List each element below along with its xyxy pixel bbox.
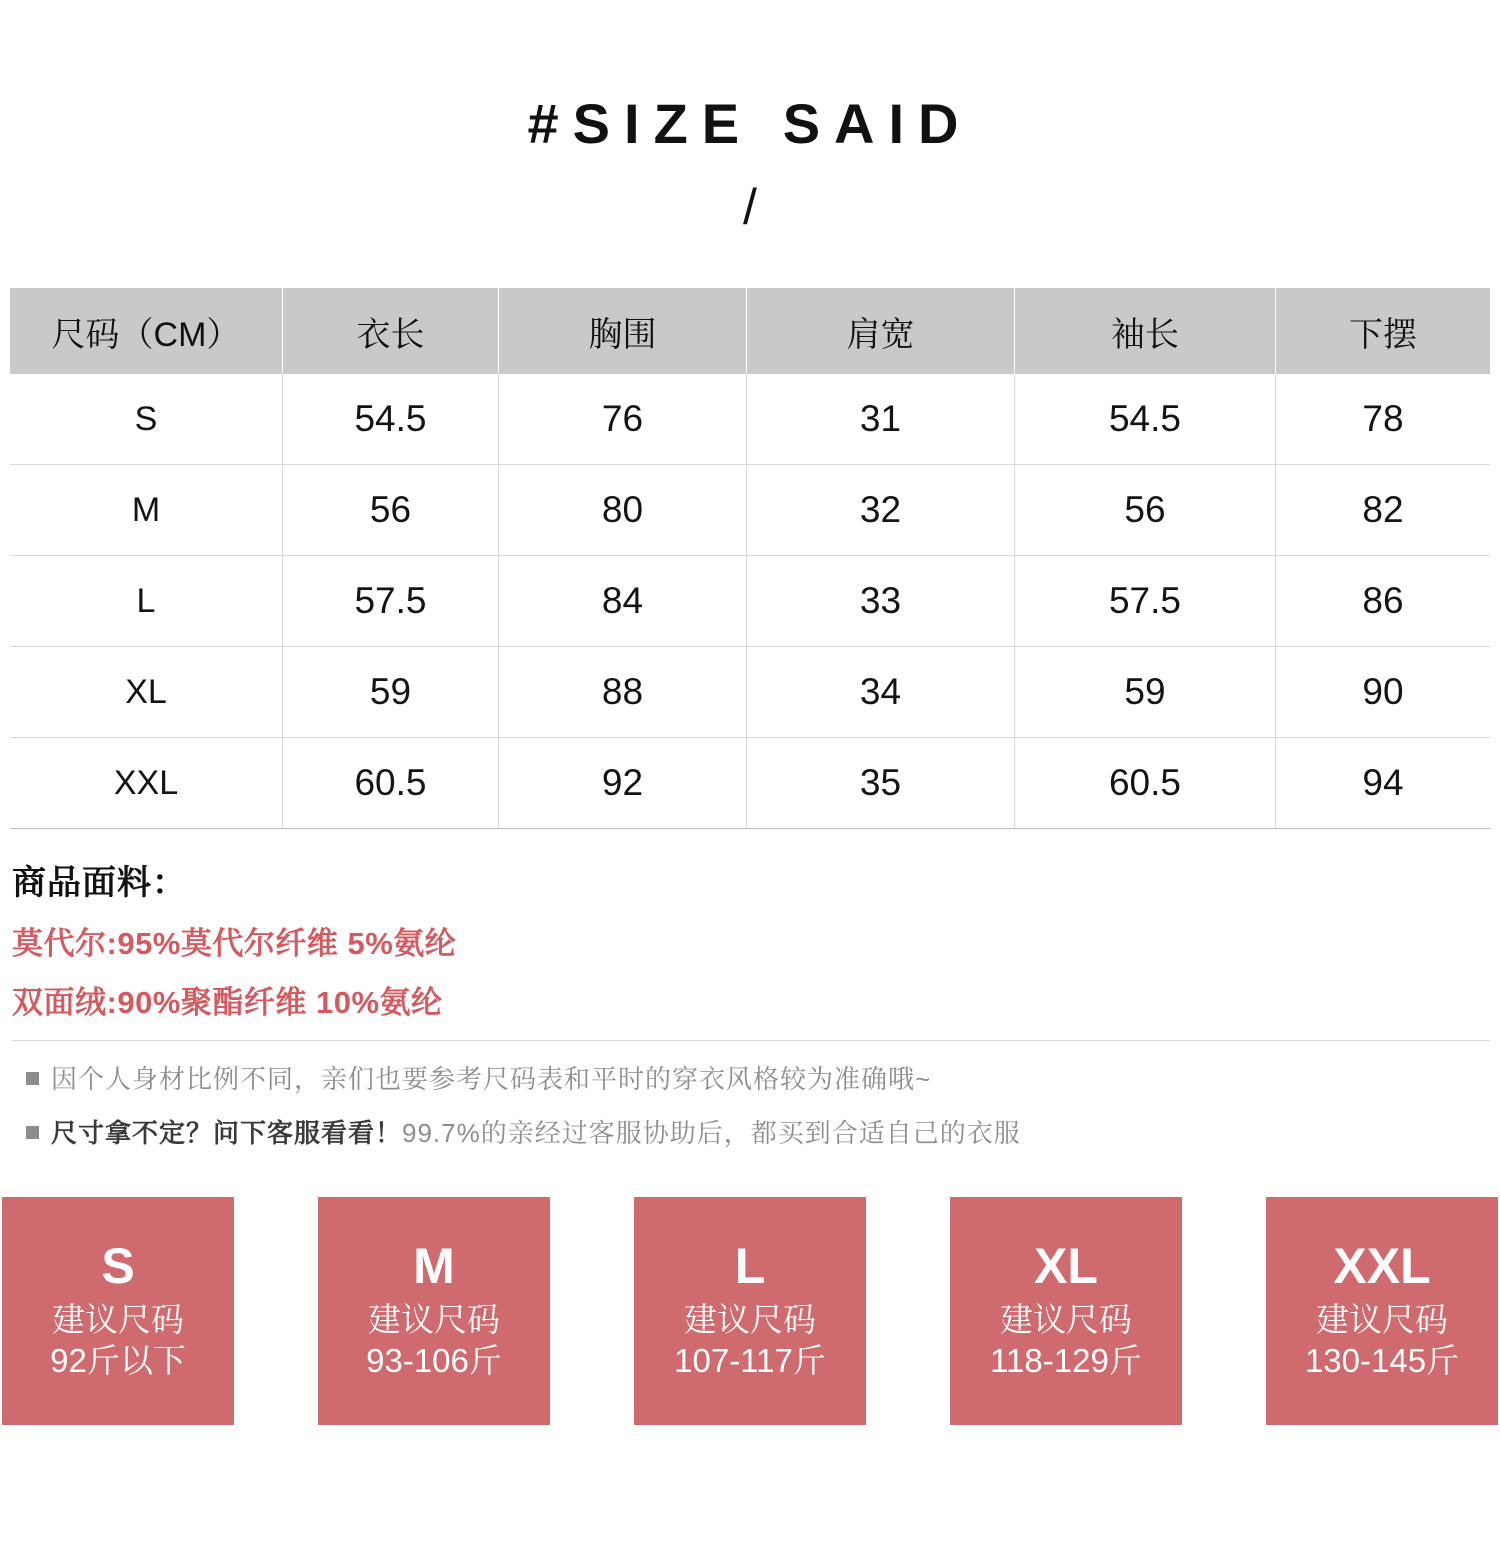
size-card-suggest-label: 建议尺码 bbox=[368, 1300, 500, 1338]
note-item bbox=[26, 1063, 1500, 1097]
cell-hem: 86 bbox=[1276, 556, 1491, 647]
column-header-bust: 胸围 bbox=[499, 288, 747, 374]
cell-shoulder: 34 bbox=[747, 647, 1015, 738]
bullet-square-icon bbox=[26, 1126, 39, 1139]
column-header-hem: 下摆 bbox=[1276, 288, 1491, 374]
title-divider-slash: / bbox=[743, 179, 757, 235]
note-text: 因个人身材比例不同，亲们也要参考尺码表和平时的穿衣风格较为准确哦~ bbox=[51, 1064, 932, 1094]
cell-sleeve: 60.5 bbox=[1015, 738, 1276, 829]
size-table bbox=[10, 288, 1490, 829]
size-card-size-label: XXL bbox=[1333, 1238, 1431, 1295]
cell-size: S bbox=[10, 374, 283, 465]
note-emphasis: 尺寸拿不定？问下客服看看！ bbox=[51, 1117, 403, 1148]
cell-length: 56 bbox=[283, 465, 499, 556]
column-header-size: 尺码（CM） bbox=[10, 288, 283, 374]
table-row bbox=[10, 556, 1490, 647]
cell-length: 59 bbox=[283, 647, 499, 738]
cell-shoulder: 32 bbox=[747, 465, 1015, 556]
size-table-header bbox=[10, 288, 1490, 374]
cell-bust: 92 bbox=[499, 738, 747, 829]
size-table-container bbox=[0, 288, 1500, 829]
column-header-length: 衣长 bbox=[283, 288, 499, 374]
cell-bust: 76 bbox=[499, 374, 747, 465]
column-header-shoulder: 肩宽 bbox=[747, 288, 1015, 374]
bullet-square-icon bbox=[26, 1072, 39, 1085]
notes-section bbox=[0, 1063, 1500, 1151]
cell-bust: 80 bbox=[499, 465, 747, 556]
size-recommendation-cards bbox=[0, 1197, 1500, 1425]
size-card-m bbox=[318, 1197, 550, 1425]
size-card-size-label: XL bbox=[1034, 1238, 1098, 1295]
size-card-l bbox=[634, 1197, 866, 1425]
cell-sleeve: 56 bbox=[1015, 465, 1276, 556]
page-title: #SIZE SAID bbox=[527, 92, 973, 155]
table-header-row bbox=[10, 288, 1490, 374]
size-card-weight-range: 130-145斤 bbox=[1304, 1341, 1460, 1379]
fabric-section bbox=[0, 855, 1500, 1022]
table-row bbox=[10, 465, 1490, 556]
cell-shoulder: 35 bbox=[747, 738, 1015, 829]
cell-hem: 90 bbox=[1276, 647, 1491, 738]
note-text: 99.7%的亲经过客服协助后，都买到合适自己的衣服 bbox=[402, 1117, 1021, 1148]
cell-hem: 78 bbox=[1276, 374, 1491, 465]
fabric-composition-fleece: 双面绒:90%聚酯纤维 10%氨纶 bbox=[12, 985, 443, 1020]
size-card-size-label: S bbox=[101, 1238, 135, 1295]
cell-length: 60.5 bbox=[283, 738, 499, 829]
section-divider bbox=[12, 1040, 1490, 1041]
cell-bust: 88 bbox=[499, 647, 747, 738]
cell-size: L bbox=[10, 556, 283, 647]
cell-length: 57.5 bbox=[283, 556, 499, 647]
size-card-weight-range: 118-129斤 bbox=[990, 1341, 1142, 1379]
size-card-size-label: L bbox=[734, 1238, 766, 1295]
size-card-weight-range: 107-117斤 bbox=[674, 1341, 826, 1379]
size-card-weight-range: 92斤以下 bbox=[50, 1341, 186, 1379]
size-card-suggest-label: 建议尺码 bbox=[52, 1300, 184, 1338]
cell-sleeve: 59 bbox=[1015, 647, 1276, 738]
size-card-s bbox=[2, 1197, 234, 1425]
fabric-title: 商品面料： bbox=[12, 864, 187, 902]
size-table-body bbox=[10, 374, 1490, 829]
table-row bbox=[10, 738, 1490, 829]
cell-size: XL bbox=[10, 647, 283, 738]
cell-size: XXL bbox=[10, 738, 283, 829]
cell-sleeve: 57.5 bbox=[1015, 556, 1276, 647]
cell-bust: 84 bbox=[499, 556, 747, 647]
cell-shoulder: 33 bbox=[747, 556, 1015, 647]
size-card-size-label: M bbox=[413, 1238, 455, 1295]
note-item bbox=[26, 1117, 1500, 1151]
column-header-sleeve: 袖长 bbox=[1015, 288, 1276, 374]
size-card-suggest-label: 建议尺码 bbox=[1000, 1300, 1132, 1338]
size-card-suggest-label: 建议尺码 bbox=[1316, 1300, 1448, 1338]
cell-length: 54.5 bbox=[283, 374, 499, 465]
cell-size: M bbox=[10, 465, 283, 556]
table-row bbox=[10, 374, 1490, 465]
cell-sleeve: 54.5 bbox=[1015, 374, 1276, 465]
size-card-suggest-label: 建议尺码 bbox=[684, 1300, 816, 1338]
size-card-xxl bbox=[1266, 1197, 1498, 1425]
cell-hem: 82 bbox=[1276, 465, 1491, 556]
cell-hem: 94 bbox=[1276, 738, 1491, 829]
page-header bbox=[0, 0, 1500, 235]
fabric-composition-modal: 莫代尔:95%莫代尔纤维 5%氨纶 bbox=[12, 926, 457, 961]
size-card-xl bbox=[950, 1197, 1182, 1425]
size-card-weight-range: 93-106斤 bbox=[366, 1341, 502, 1379]
table-row bbox=[10, 647, 1490, 738]
cell-shoulder: 31 bbox=[747, 374, 1015, 465]
